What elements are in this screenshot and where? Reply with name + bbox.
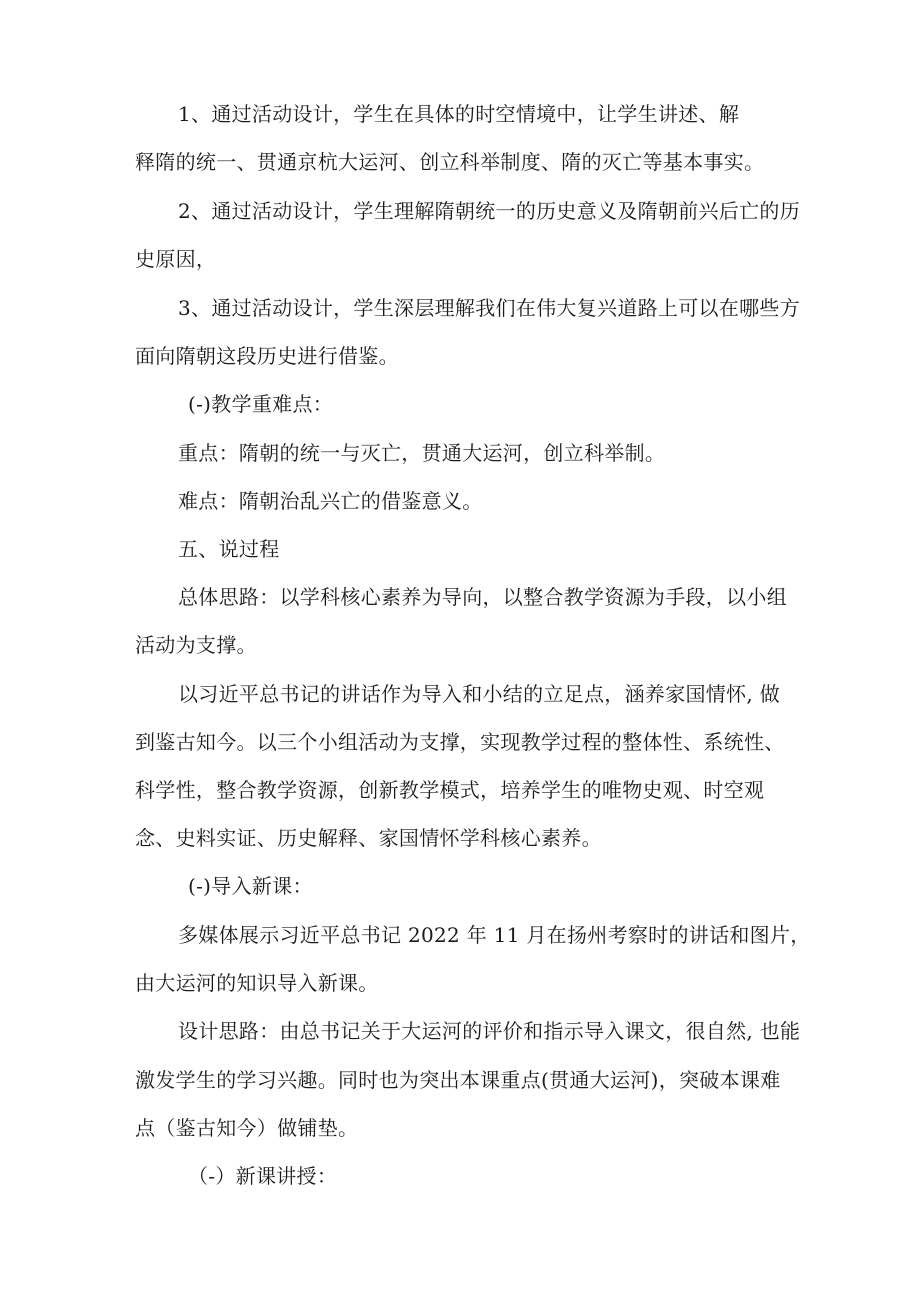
key-difficult-points-heading: (-)教学重难点： xyxy=(188,392,334,416)
paragraph-line-1: 以习近平总书记的讲话作为导入和小结的立足点，涵养家国情怀, 做 xyxy=(178,682,781,706)
paragraph-line-3: 科学性，整合教学资源，创新教学模式，培养学生的唯物史观、时空观 xyxy=(135,778,765,802)
section-five-heading: 五、说过程 xyxy=(178,537,280,561)
objective-3-line-1: 3、通过活动设计，学生深层理解我们在伟大复兴道路上可以在哪些方 xyxy=(178,296,801,320)
intro-line-2: 由大运河的知识导入新课。 xyxy=(135,971,379,995)
paragraph-line-2: 到鉴古知今。以三个小组活动为支撑，实现教学过程的整体性、系统性、 xyxy=(135,730,785,754)
overall-idea-line-2: 活动为支撑。 xyxy=(135,633,257,657)
objective-3-line-2: 面向隋朝这段历史进行借鉴。 xyxy=(135,344,399,368)
design-idea-line-3: 点（鉴古知今）做铺垫。 xyxy=(135,1116,359,1140)
objective-1-line-2: 释隋的统一、贯通京杭大运河、创立科举制度、隋的灭亡等基本事实。 xyxy=(135,150,765,174)
objective-2-line-1: 2、通过活动设计，学生理解隋朝统一的历史意义及隋朝前兴后亡的历 xyxy=(178,199,801,223)
intro-heading: (-)导入新课： xyxy=(188,874,313,898)
new-lesson-heading: （-）新课讲授： xyxy=(188,1164,338,1188)
intro-line-1: 多媒体展示习近平总书记 2022 年 11 月在扬州考察时的讲话和图片， xyxy=(178,923,811,947)
paragraph-line-4: 念、史料实证、历史解释、家国情怀学科核心素养。 xyxy=(135,826,602,850)
difficult-points-line: 难点：隋朝治乱兴亡的借鉴意义。 xyxy=(178,489,483,513)
overall-idea-line-1: 总体思路：以学科核心素养为导向，以整合教学资源为手段，以小组 xyxy=(178,585,787,609)
objective-1-line-1: 1、通过活动设计，学生在具体的时空情境中，让学生讲述、解 xyxy=(178,102,740,126)
objective-2-line-2: 史原因， xyxy=(135,247,217,271)
key-points-line: 重点：隋朝的统一与灭亡，贯通大运河，创立科举制。 xyxy=(178,441,666,465)
design-idea-line-1: 设计思路：由总书记关于大运河的评价和指示导入课文，很自然, 也能 xyxy=(178,1019,801,1043)
design-idea-line-2: 激发学生的学习兴趣。同时也为突出本课重点(贯通大运河)，突破本课难 xyxy=(135,1068,781,1092)
